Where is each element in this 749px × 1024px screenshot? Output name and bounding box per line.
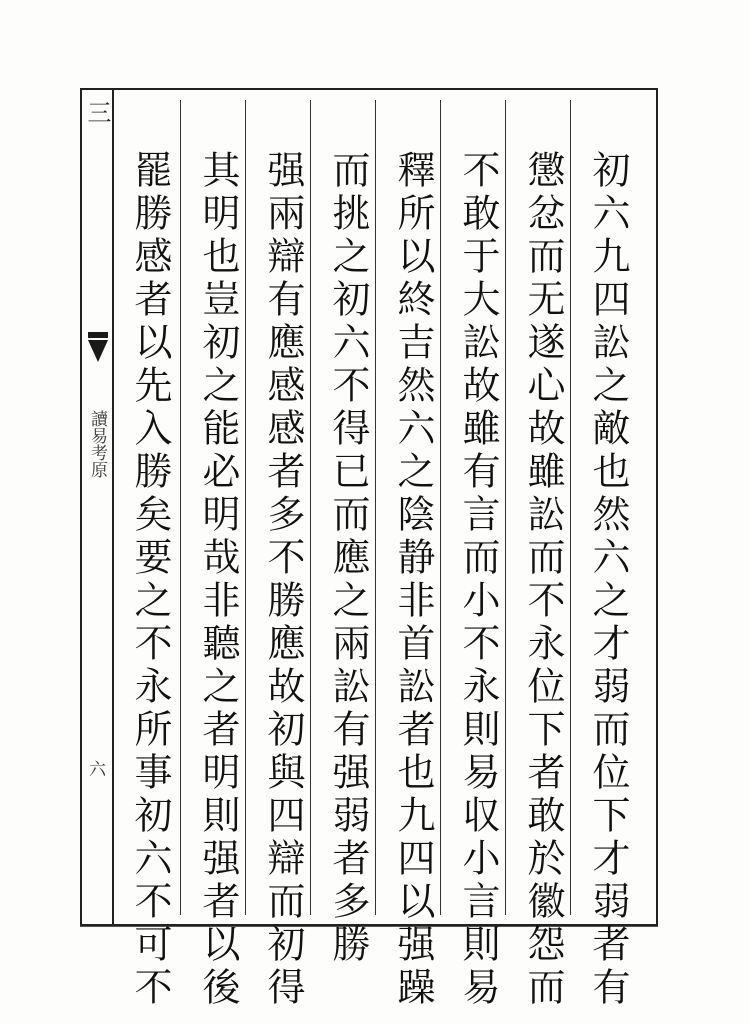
column-divider [180,100,181,915]
margin-page-number: 六 [85,760,105,777]
margin-subtitle: 讀易考原 [87,410,107,478]
text-column-1: 初六九四訟之敵也然六之才弱而位下才弱者有 [586,150,630,1010]
fishtail-mark [88,340,108,362]
text-column-7: 其明也豈初之能必明哉非聽之者明則强者以後 [196,150,240,1010]
text-column-5: 而挑之初六不得已而應之兩訟有强弱者多勝 [326,150,370,967]
text-column-8: 罷勝感者以先入勝矣要之不永所事初六不可不 [128,150,172,1010]
text-column-2: 懲忿而无遂心故雖訟而不永位下者敢於徽怨而 [521,150,565,1010]
margin-title: 三 [83,100,111,126]
text-column-3: 不敢于大訟故雖有言而小不永則易収小言則易 [456,150,500,1010]
text-column-4: 釋所以終吉然六之陰静非首訟者也九四以强躁 [391,150,435,1010]
text-column-6: 强兩辯有應感感者多不勝應故初與四辯而初得 [261,150,305,1010]
margin-strip [80,88,114,926]
fishtail-bar [88,332,108,338]
